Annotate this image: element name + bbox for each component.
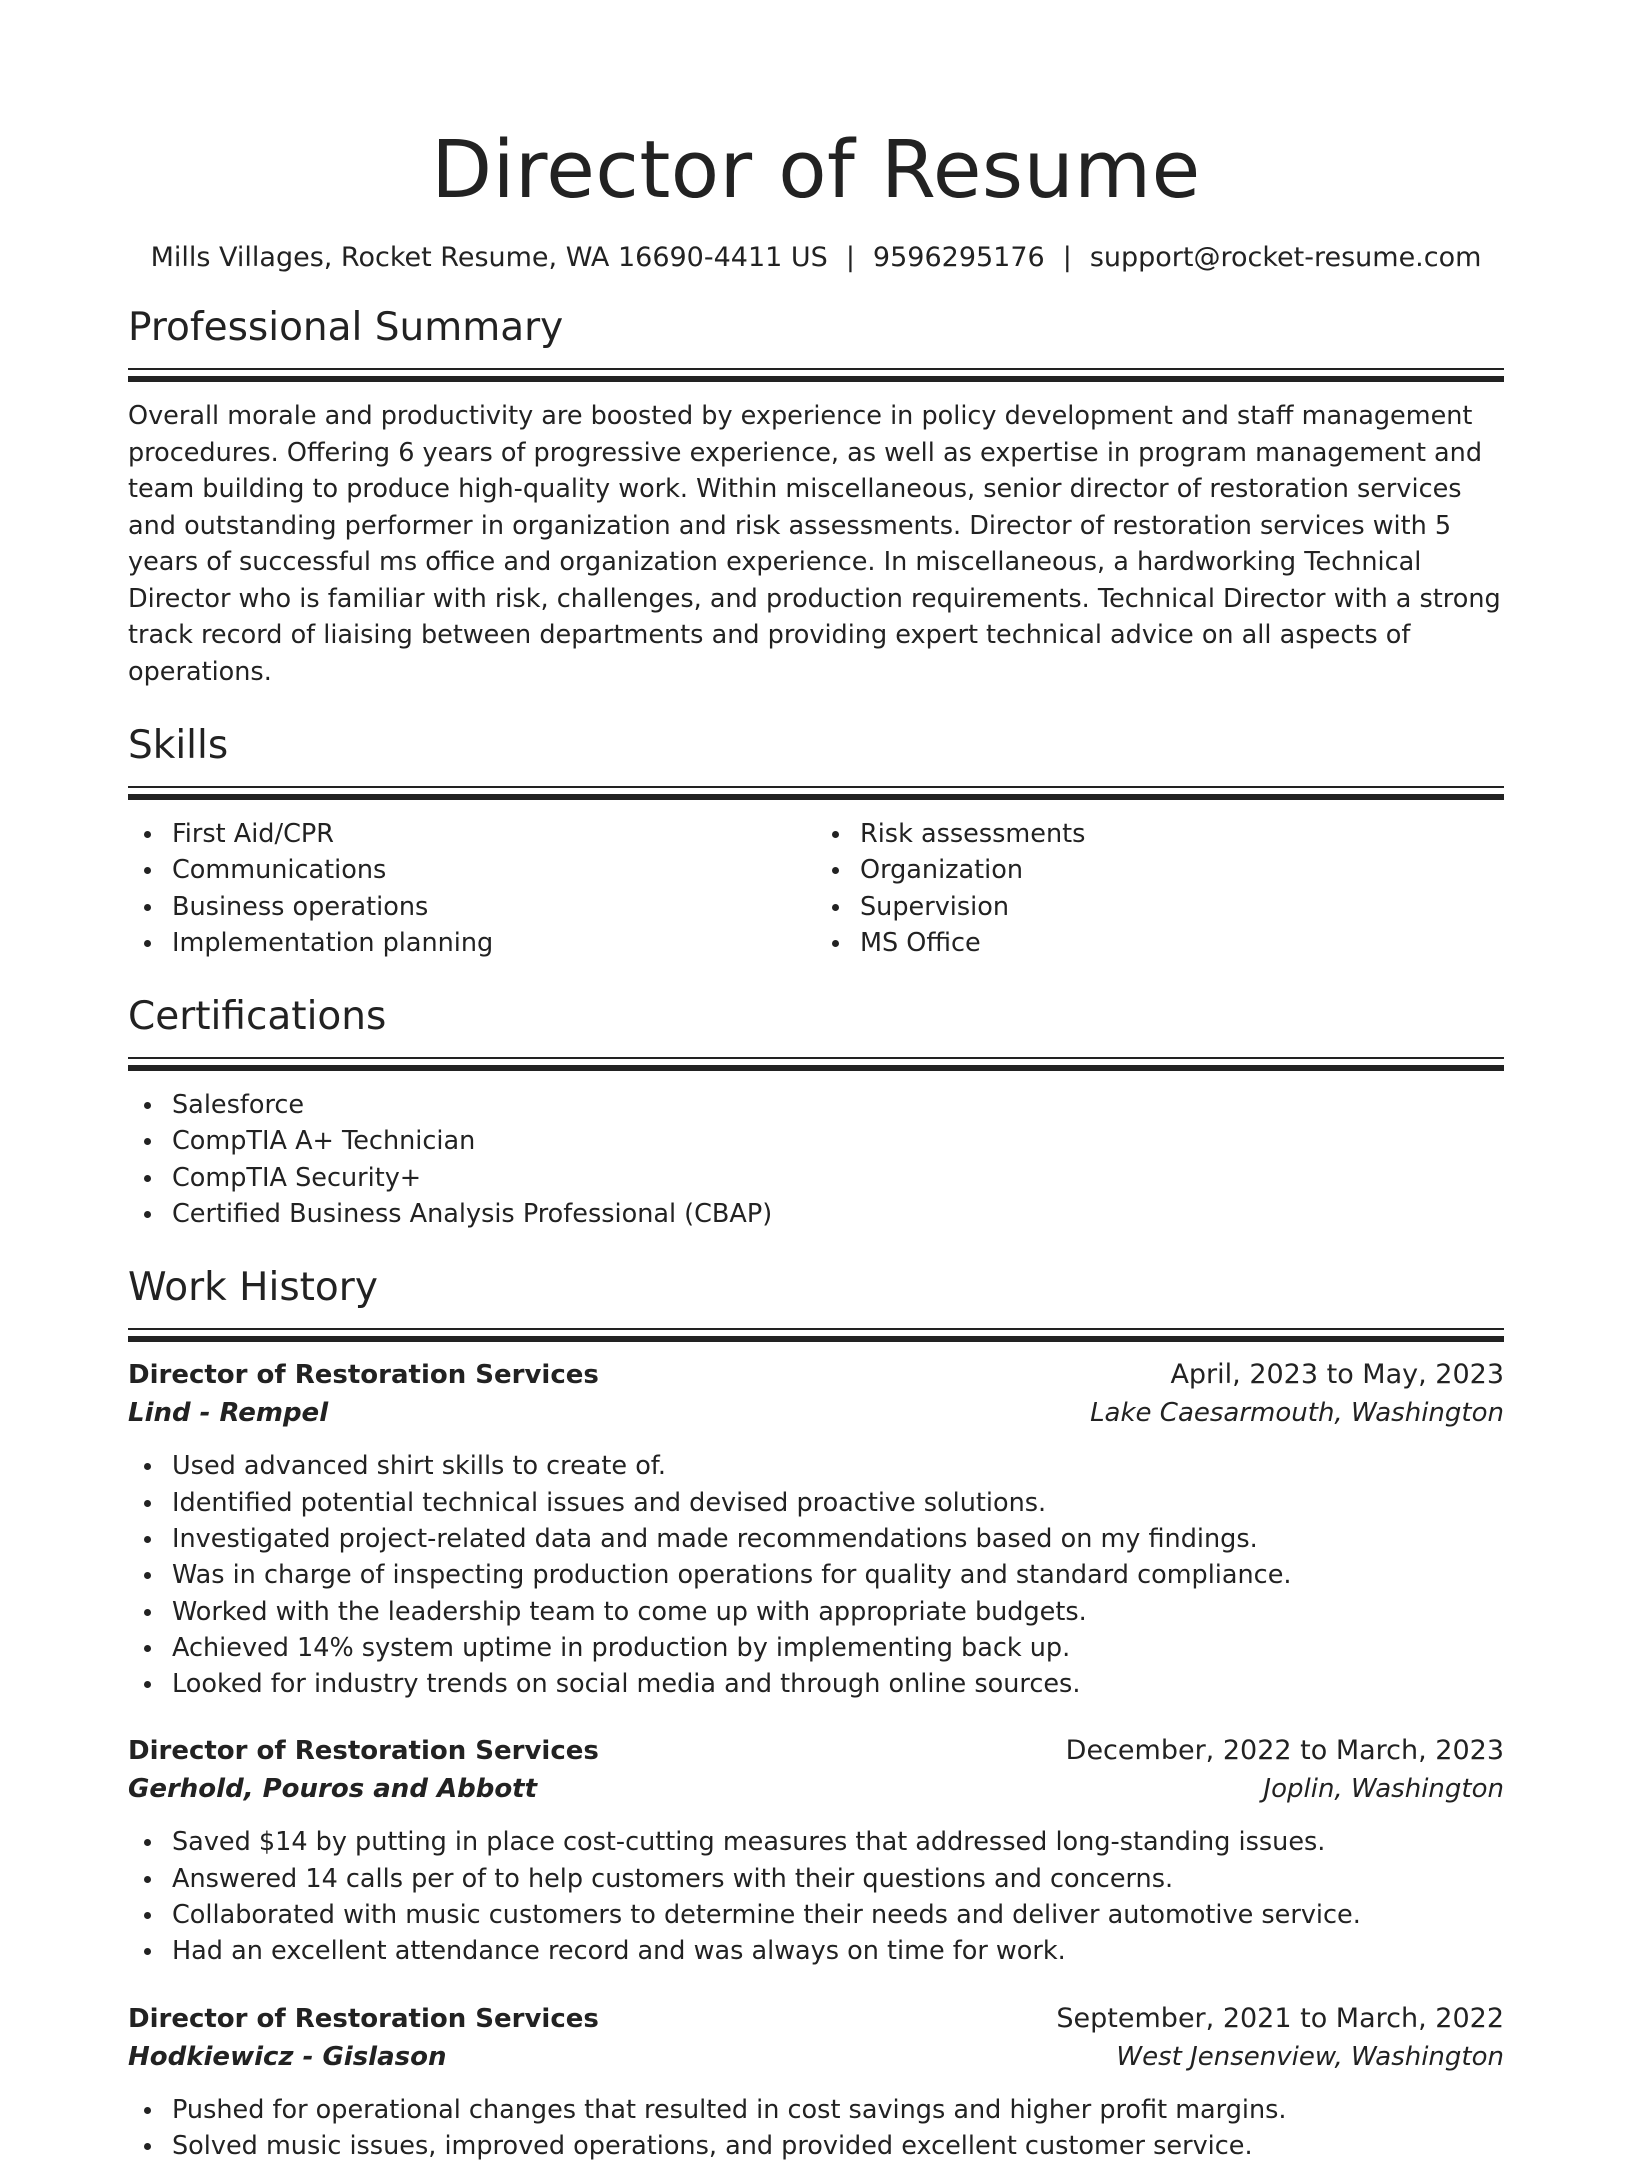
- contact-line: [128, 238, 1504, 278]
- job-entry: [128, 1732, 1504, 1969]
- job-bullet: Worked with the leadership team to come up with appropriate budgets.: [128, 1594, 1504, 1630]
- skill-item: Risk assessments: [816, 816, 1504, 852]
- section-divider: [128, 1328, 1504, 1342]
- job-dates: December, 2022 to March, 2023: [1065, 1735, 1504, 1767]
- resume-name: Director of Resume: [431, 124, 1201, 216]
- job-bullet: Collaborated with music customers to determine their needs and deliver automotive service.: [128, 1897, 1504, 1933]
- certification-item: CompTIA A+ Technician: [128, 1123, 1504, 1159]
- certifications-list: [128, 1087, 1504, 1232]
- skill-item: Communications: [128, 852, 816, 888]
- certification-item: CompTIA Security+: [128, 1160, 1504, 1196]
- summary-title: Professional Summary: [128, 305, 564, 350]
- job-bullet-list: [128, 1824, 1504, 1969]
- skill-item: First Aid/CPR: [128, 816, 816, 852]
- job-bullet: Looked for industry trends on social media and through online sources.: [128, 1666, 1504, 1702]
- job-location: Joplin, Washington: [1263, 1774, 1504, 1805]
- job-bullet: Solved music issues, improved operations, and provided excellent customer service.: [128, 2128, 1504, 2164]
- job-dates: September, 2021 to March, 2022: [1056, 2002, 1504, 2034]
- skills-list-right: [816, 816, 1504, 961]
- job-bullet: Achieved 14% system uptime in production by implementing back up.: [128, 1630, 1504, 1666]
- job-location: Lake Caesarmouth, Washington: [1090, 1398, 1504, 1429]
- job-subheader: [128, 1770, 1504, 1808]
- skills-list-left: [128, 816, 816, 961]
- contact-separator: |: [1062, 242, 1072, 273]
- skill-item: Supervision: [816, 889, 1504, 925]
- contact-separator: |: [845, 242, 855, 273]
- job-bullet: Used advanced shirt skills to create of.: [128, 1448, 1504, 1484]
- job-title: Director of Restoration Services: [128, 1360, 599, 1391]
- job-bullet-list: [128, 2092, 1504, 2164]
- skills-section: [128, 720, 1504, 961]
- job-bullet: Pushed for operational changes that resulted in cost savings and higher profit margins.: [128, 2092, 1504, 2128]
- job-company: Gerhold, Pouros and Abbott: [128, 1774, 538, 1805]
- job-entry: [128, 2000, 1504, 2164]
- certifications-section: [128, 991, 1504, 1232]
- work-history-title: Work History: [128, 1265, 378, 1311]
- section-divider: [128, 1057, 1504, 1071]
- summary-text: Overall morale and productivity are boosted by experience in policy development and staff management procedures. Offering 6 years of progressive experience, as well as expertise in program management and team building to produce high-quality work. Within miscellaneous, senior director of restoration services and outstanding performer in organization and risk assessments. Director of restoration services with 5 years of successful ms office and organization experience. In miscellaneous, a hardworking Technical Director who is familiar with risk, challenges, and production requirements. Technical Director with a strong track record of liaising between departments and providing expert technical advice on all aspects of operations.: [128, 401, 1501, 687]
- section-divider: [128, 368, 1504, 382]
- contact-email: support@rocket-resume.com: [1089, 242, 1482, 273]
- skill-item: Implementation planning: [128, 925, 816, 961]
- job-company: Hodkiewicz - Gislason: [128, 2041, 447, 2072]
- summary-section: [128, 302, 1504, 690]
- certification-item: Certified Business Analysis Professional (CBAP): [128, 1196, 1504, 1232]
- job-bullet: Was in charge of inspecting production operations for quality and standard compliance.: [128, 1557, 1504, 1593]
- job-title: Director of Restoration Services: [128, 1736, 599, 1767]
- job-header: [128, 1732, 1504, 1770]
- job-bullet: Investigated project-related data and made recommendations based on my findings.: [128, 1521, 1504, 1557]
- job-subheader: [128, 1394, 1504, 1432]
- skills-title: Skills: [128, 723, 229, 768]
- job-company: Lind - Rempel: [128, 1398, 329, 1429]
- job-bullet: Answered 14 calls per of to help customers with their questions and concerns.: [128, 1861, 1504, 1897]
- job-bullet: Saved $14 by putting in place cost-cutting measures that addressed long-standing issues.: [128, 1824, 1504, 1860]
- job-bullet-list: [128, 1448, 1504, 1702]
- job-bullet: Identified potential technical issues and devised proactive solutions.: [128, 1485, 1504, 1521]
- job-header: [128, 1356, 1504, 1394]
- job-location: West Jensenview, Washington: [1116, 2041, 1504, 2072]
- skill-item: MS Office: [816, 925, 1504, 961]
- job-header: [128, 2000, 1504, 2038]
- skill-item: Organization: [816, 852, 1504, 888]
- certification-item: Salesforce: [128, 1087, 1504, 1123]
- certifications-title: Certifications: [128, 994, 387, 1040]
- section-divider: [128, 786, 1504, 800]
- skill-item: Business operations: [128, 889, 816, 925]
- job-dates: April, 2023 to May, 2023: [1170, 1359, 1504, 1391]
- job-bullet: Had an excellent attendance record and was always on time for work.: [128, 1933, 1504, 1969]
- job-subheader: [128, 2038, 1504, 2076]
- job-entry: [128, 1356, 1504, 1702]
- work-history-section: [128, 1262, 1504, 2164]
- contact-address: Mills Villages, Rocket Resume, WA 16690-4411 US: [150, 242, 828, 273]
- skills-grid: [128, 816, 1504, 961]
- job-title: Director of Restoration Services: [128, 2003, 599, 2034]
- contact-phone: 9596295176: [872, 242, 1045, 273]
